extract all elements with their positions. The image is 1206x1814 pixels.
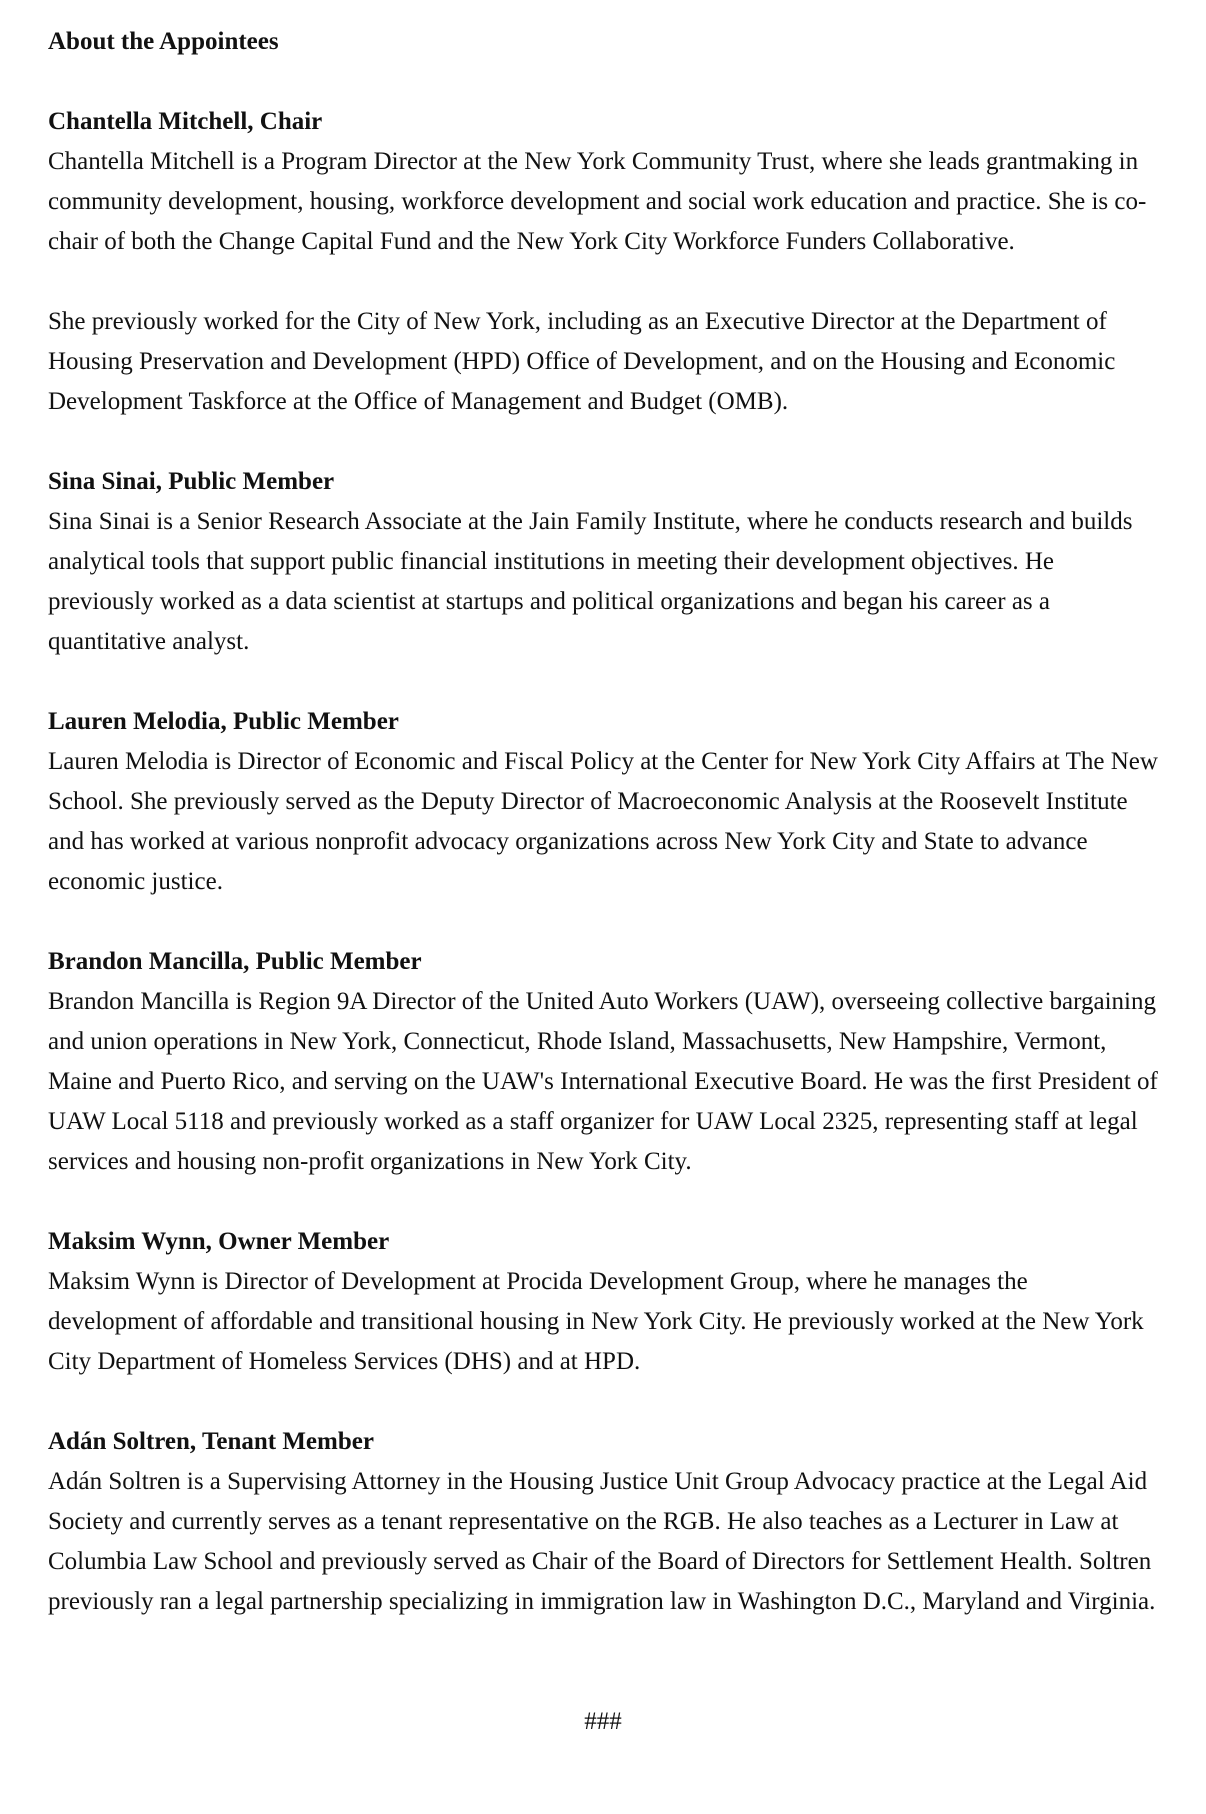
appointee-name: Chantella Mitchell, Chair: [48, 108, 323, 135]
appointee-bio: Chantella Mitchell is a Program Director at the New York Community Trust, where she leads grantmaking in community development, housing, workforce development and social work education and practice. She is co-chair of both the Change Capital Fund and the New York City Workforce Funders Collaborative.: [48, 148, 1147, 255]
appointee-bio: Brandon Mancilla is Region 9A Director of the United Auto Workers (UAW), overseeing collective bargaining and union operations in New York, Connecticut, Rhode Island, Massachusetts, New Hampshire, Vermont, Maine and Puerto Rico, and serving on the UAW's International Executive Board. He was the first President of UAW Local 5118 and previously worked as a staff organizer for UAW Local 2325, representing staff at legal services and housing non-profit organizations in New York City.: [48, 988, 1158, 1175]
appointee-name: Maksim Wynn, Owner Member: [48, 1228, 390, 1255]
appointee-name: Brandon Mancilla, Public Member: [48, 948, 422, 975]
section-heading: About the Appointees: [48, 28, 279, 55]
appointee-bio: Sina Sinai is a Senior Research Associate at the Jain Family Institute, where he conducts research and builds analytical tools that support public financial institutions in meeting their development objectives. He previously worked as a data scientist at startups and political organizations and began his career as a quantitative analyst.: [48, 508, 1133, 655]
appointee-lauren-melodia: [48, 702, 1158, 902]
appointee-brandon-mancilla: [48, 942, 1158, 1182]
end-of-release-mark: ###: [584, 1708, 622, 1735]
appointee-adan-soltren: [48, 1422, 1158, 1622]
appointee-bio: Maksim Wynn is Director of Development at Procida Development Group, where he manages the development of affordable and transitional housing in New York City. He previously worked at the New York City Department of Homeless Services (DHS) and at HPD.: [48, 1268, 1144, 1375]
appointee-chantella-mitchell: [48, 102, 1158, 422]
appointee-bio: Lauren Melodia is Director of Economic and Fiscal Policy at the Center for New York City Affairs at The New School. She previously served as the Deputy Director of Macroeconomic Analysis at the Roosevelt Institute and has worked at various nonprofit advocacy organizations across New York City and State to advance economic justice.: [48, 748, 1158, 895]
appointee-bio: She previously worked for the City of New York, including as an Executive Director at the Department of Housing Preservation and Development (HPD) Office of Development, and on the Housing and Economic Development Taskforce at the Office of Management and Budget (OMB).: [48, 308, 1116, 415]
appointee-maksim-wynn: [48, 1222, 1158, 1382]
appointee-bio: Adán Soltren is a Supervising Attorney in the Housing Justice Unit Group Advocacy practice at the Legal Aid Society and currently serves as a tenant representative on the RGB. He also teaches as a Lecturer in Law at Columbia Law School and previously served as Chair of the Board of Directors for Settlement Health. Soltren previously ran a legal partnership specializing in immigration law in Washington D.C., Maryland and Virginia.: [48, 1468, 1156, 1615]
appointee-name: Adán Soltren, Tenant Member: [48, 1428, 374, 1455]
appointee-name: Sina Sinai, Public Member: [48, 468, 335, 495]
appointee-name: Lauren Melodia, Public Member: [48, 708, 399, 735]
appointee-sina-sinai: [48, 462, 1158, 662]
